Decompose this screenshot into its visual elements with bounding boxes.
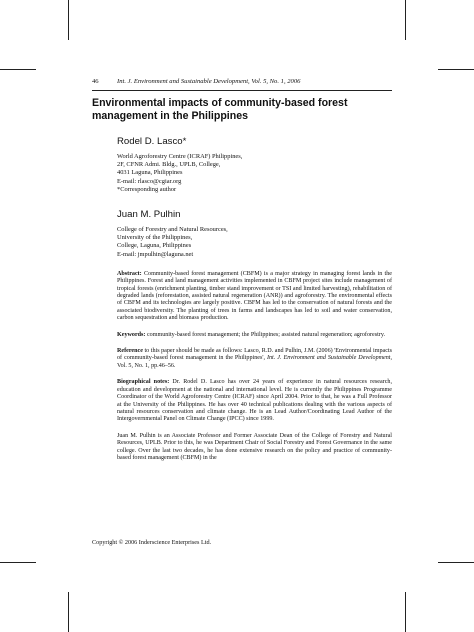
copyright-notice: Copyright © 2006 Inderscience Enterprises Ltd.	[92, 539, 212, 546]
journal-citation: Int. J. Environment and Sustainable Development, Vol. 5, No. 1, 2006	[117, 78, 301, 85]
author-affiliation	[117, 153, 392, 194]
crop-mark	[68, 0, 69, 40]
affiliation-line: University of the Philippines,	[117, 234, 193, 242]
keywords-text: community-based forest management; the Philippines; assisted natural regeneration; agroforestry.	[146, 331, 386, 338]
abstract	[117, 271, 392, 323]
affiliation-line: World Agroforestry Centre (ICRAF) Philippines,	[117, 153, 243, 160]
author-name: Juan M. Pulhin	[117, 209, 181, 221]
bio-label: Biographical notes:	[117, 379, 170, 386]
crop-mark	[68, 592, 69, 632]
author-email[interactable]: E-mail: jmpulhin@laguna.net	[117, 250, 194, 258]
abstract-text: Community-based forest management (CBFM) is a major strategy in managing forest lands in the Philippines. Forest and land management activities implemented in CBFM project sites include management of tropical forests (enrichment planting, timber stand improvement or TSI and limited harvesting), rehabilitation of degraded lands (reforestation, assisted natural regeneration (ANR)) and agroforestry. The environmental effects of CBFM and its technologies are largely positive. CBFM has led to the conservation of natural forests and the associated biodiversity. The planting of trees in farms and landscapes has led to soil and water conservation, carbon sequestration and biomass production.	[117, 270, 392, 322]
paper-title: Environmental impacts of community-based forest management in the Philippines	[92, 97, 348, 122]
author-email[interactable]: E-mail: rlasco@cgiar.org	[117, 177, 182, 185]
crop-mark	[0, 69, 36, 70]
biographical-notes-second-author: Juan M. Pulhin is an Associate Professor and Former Associate Dean of the College of Forestry and Natural Resources, UPLB. Prior to this, he was Department Chair of Social Forestry and Forest Governance in the same college. Over the last two decades, he has done extensive research on the policy and practice of community-based forest management (CBFM) in the	[117, 432, 392, 461]
author-block	[117, 209, 392, 259]
author-affiliation	[117, 226, 392, 259]
reference	[117, 348, 392, 370]
crop-mark	[438, 69, 474, 70]
crop-mark	[405, 0, 406, 40]
keywords-label: Keywords:	[117, 331, 146, 338]
bio-text: Dr. Rodel D. Lasco has over 24 years of experience in natural resources research, education and development at the national and international level. He is currently the Philippines Programme Coordinator of the World Agroforestry Centre (ICRAF) since April 2004. Prior to that, he was a Full Professor at the University of the Philippines. He has over 40 technical publications dealing with the various aspects of natural resources conservation and climate change. He is an Lead Author/Coordinating Lead Author of the Intergovernmental Panel on Climate Change (IPCC) since 1999.	[117, 379, 392, 423]
author-block	[117, 136, 392, 194]
affiliation-line: College, Laguna, Philippines	[117, 242, 192, 250]
affiliation-line: 2F, CFNR Admi. Bldg., UPLB, College,	[117, 161, 221, 169]
crop-mark	[438, 562, 474, 563]
header-rule	[92, 90, 392, 91]
crop-mark	[405, 592, 406, 632]
reference-text: to this paper should be made as follows: Lasco, R.D. and Pulhin, J.M. (2006) 'Environmental impacts of community-based forest management in the Philippines',	[117, 348, 392, 362]
abstract-label: Abstract:	[117, 270, 142, 277]
corresponding-author-note: *Corresponding author	[117, 185, 177, 193]
reference-journal: Int. J. Environment and Sustainable Development,	[266, 355, 392, 362]
paper-page	[92, 78, 392, 462]
biographical-notes	[117, 379, 392, 423]
crop-mark	[0, 562, 36, 563]
affiliation-line: 4031 Laguna, Philippines	[117, 169, 183, 177]
author-name: Rodel D. Lasco*	[117, 136, 187, 147]
reference-volume: Vol. 5, No. 1, pp.46–56.	[117, 362, 176, 369]
page-number: 46	[92, 78, 99, 85]
affiliation-line: College of Forestry and Natural Resources,	[117, 226, 228, 234]
reference-label: Reference	[117, 348, 143, 355]
keywords	[117, 332, 392, 339]
running-head	[92, 78, 392, 86]
